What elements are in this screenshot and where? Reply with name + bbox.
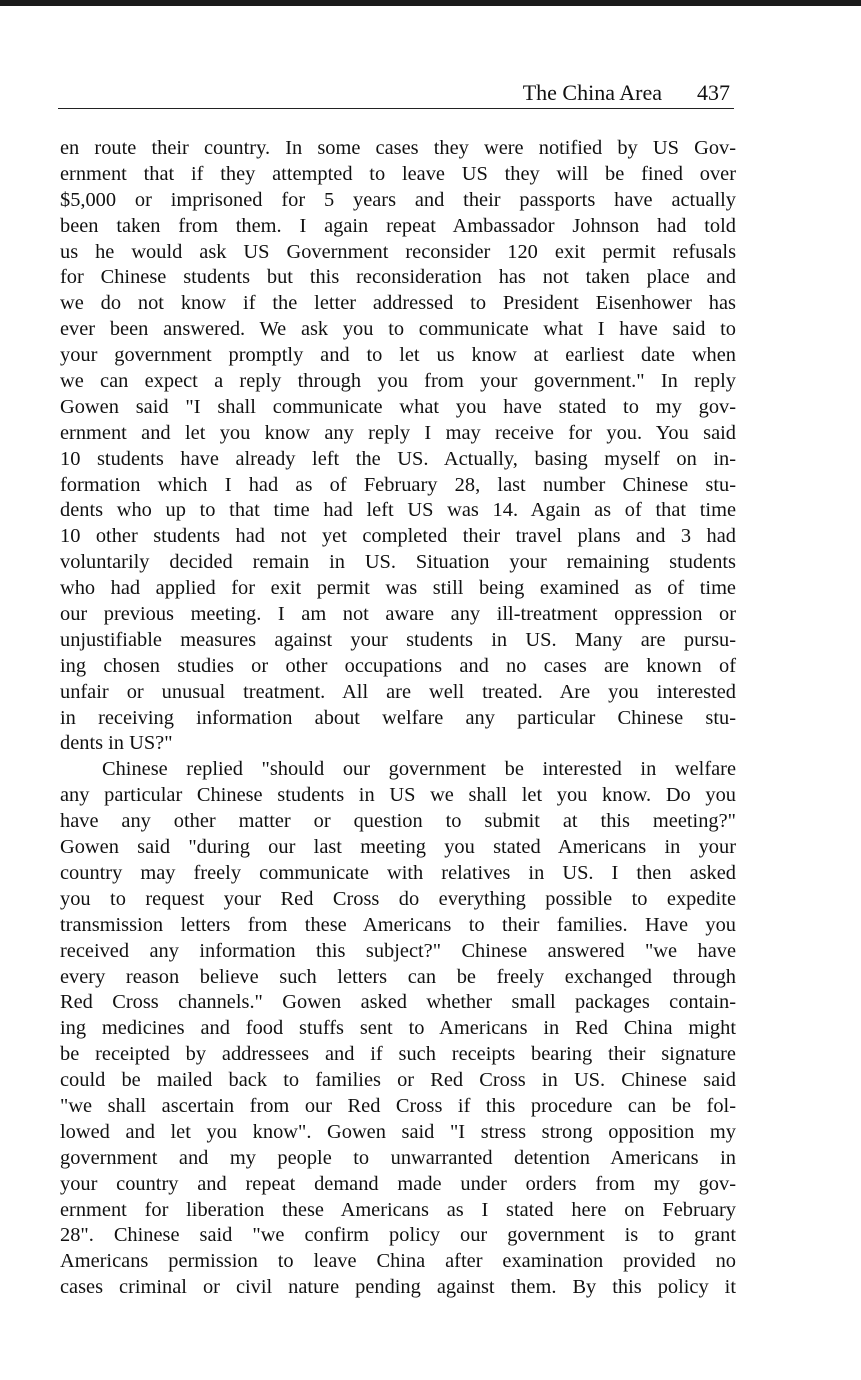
text-line: "we shall ascertain from our Red Cross if this procedure can be fol- (60, 1094, 736, 1117)
paragraph (60, 136, 736, 757)
text-line: every reason believe such letters can be freely exchanged through (60, 965, 736, 988)
text-line: Americans permission to leave China after examination provided no (60, 1250, 736, 1273)
text-line: unfair or unusual treatment. All are well treated. Are you interested (60, 680, 736, 703)
text-line: 10 other students had not yet completed their travel plans and 3 had (60, 525, 736, 548)
text-line: ever been answered. We ask you to communicate what I have said to (60, 318, 736, 341)
text-line: who had applied for exit permit was still being examined as of time (60, 577, 736, 600)
text-line: Gowen said "during our last meeting you stated Americans in your (60, 836, 736, 859)
text-line: lowed and let you know". Gowen said "I stress strong opposition my (60, 1120, 736, 1143)
paragraph (60, 757, 736, 1301)
text-line: ernment for liberation these Americans as I stated here on February (60, 1198, 736, 1221)
text-line: country may freely communicate with relatives in US. I then asked (60, 861, 736, 884)
text-line: government and my people to unwarranted detention Americans in (60, 1146, 736, 1169)
text-line: en route their country. In some cases they were notified by US Gov- (60, 137, 736, 159)
text-line: Red Cross channels." Gowen asked whether small packages contain- (60, 991, 736, 1014)
text-line: ing chosen studies or other occupations and no cases are known of (60, 654, 736, 677)
text-line: Gowen said "I shall communicate what you have stated to my gov- (60, 395, 736, 418)
text-line: your government promptly and to let us know at earliest date when (60, 344, 736, 367)
page-number: 437 (697, 80, 730, 105)
text-line: been taken from them. I again repeat Ambassador Johnson had told (60, 214, 736, 237)
body-text (60, 136, 736, 1301)
top-border-rule (0, 0, 861, 6)
text-line: in receiving information about welfare any particular Chinese stu- (60, 706, 736, 729)
running-head: The China Area (522, 80, 662, 105)
text-line: formation which I had as of February 28, last number Chinese stu- (60, 473, 736, 496)
text-line: transmission letters from these Americans to their families. Have you (60, 913, 736, 936)
text-line: ernment that if they attempted to leave US they will be fined over (60, 162, 736, 185)
text-line: cases criminal or civil nature pending against them. By this policy it (60, 1276, 736, 1299)
page-header (58, 80, 734, 109)
text-line: any particular Chinese students in US we shall let you know. Do you (60, 784, 736, 807)
text-line: we do not know if the letter addressed to President Eisenhower has (60, 292, 736, 315)
text-line: for Chinese students but this reconsideration has not taken place and (60, 266, 736, 289)
text-line: us he would ask US Government reconsider 120 exit permit refusals (60, 240, 736, 263)
text-line: $5,000 or imprisoned for 5 years and their passports have actually (60, 188, 736, 211)
text-line: received any information this subject?" Chinese answered "we have (60, 939, 736, 962)
text-line: ernment and let you know any reply I may receive for you. You said (60, 421, 736, 444)
text-line: our previous meeting. I am not aware any ill-treatment oppression or (60, 603, 736, 626)
text-line: Chinese replied "should our government be interested in welfare (102, 758, 736, 781)
text-line: have any other matter or question to submit at this meeting?" (60, 810, 736, 833)
text-line: your country and repeat demand made under orders from my gov- (60, 1172, 736, 1195)
text-line: you to request your Red Cross do everything possible to expedite (60, 887, 736, 910)
text-line: ing medicines and food stuffs sent to Americans in Red China might (60, 1017, 736, 1040)
text-line: dents who up to that time had left US was 14. Again as of that time (60, 499, 736, 522)
text-line: dents in US?" (60, 732, 173, 755)
text-line: voluntarily decided remain in US. Situation your remaining students (60, 551, 736, 574)
text-line: we can expect a reply through you from your government." In reply (60, 370, 736, 393)
text-line: unjustifiable measures against your students in US. Many are pursu- (60, 628, 736, 651)
text-line: be receipted by addressees and if such receipts bearing their signature (60, 1043, 736, 1066)
text-line: 10 students have already left the US. Actually, basing myself on in- (60, 447, 736, 470)
text-line: 28". Chinese said "we confirm policy our government is to grant (60, 1224, 736, 1247)
text-line: could be mailed back to families or Red Cross in US. Chinese said (60, 1069, 736, 1092)
